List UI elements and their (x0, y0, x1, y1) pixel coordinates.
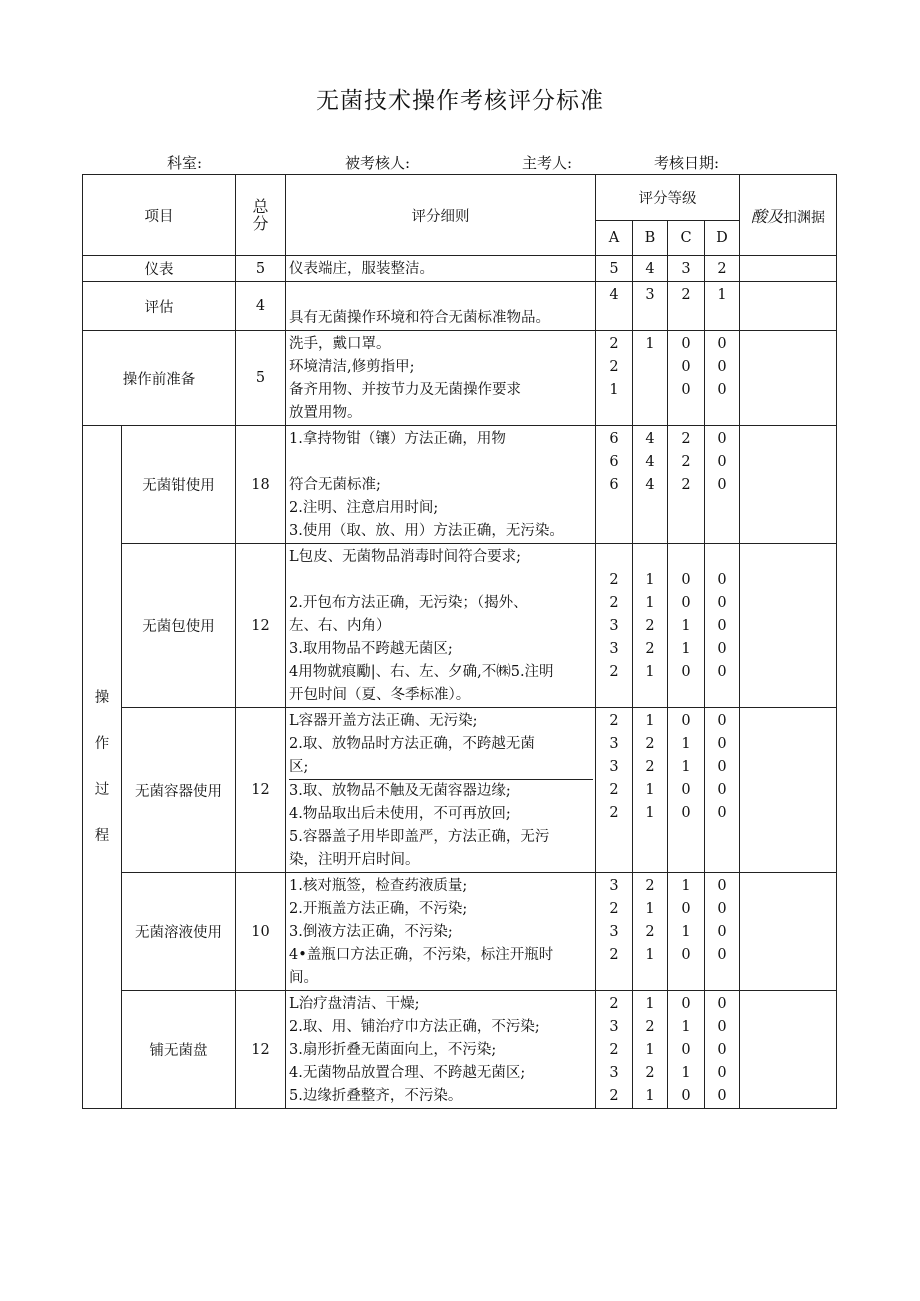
score-value: 0 (681, 901, 691, 917)
detail-line: 染，注明开启时间。 (289, 852, 420, 868)
grade-a-scores (596, 256, 633, 282)
score-value: 0 (717, 901, 727, 917)
score-value: 1 (645, 595, 655, 611)
examinee-label: 被考核人: (345, 154, 411, 172)
detail-line: 放置用物。 (289, 405, 362, 421)
score-value: 0 (717, 878, 727, 894)
score-value: 0 (681, 572, 691, 588)
item-details (286, 426, 596, 544)
detail-line: 2.开瓶盖方法正确，不污染; (289, 901, 468, 917)
score-value: 0 (681, 1042, 691, 1058)
grade-b-scores (633, 331, 668, 426)
detail-line: 仪表端庄，服装整洁。 (289, 261, 434, 277)
score-value (633, 546, 667, 569)
score-value: 2 (645, 736, 655, 752)
score-value: 0 (717, 736, 727, 752)
grade-a-scores (596, 544, 633, 708)
score-value: 0 (717, 664, 727, 680)
grade-b-scores (633, 544, 668, 708)
score-value: 0 (681, 664, 691, 680)
item-total: 12 (236, 991, 286, 1109)
grade-d-scores (705, 873, 740, 991)
score-value: 3 (609, 641, 619, 657)
deduction-cell (740, 426, 837, 544)
score-value: 0 (717, 618, 727, 634)
header-grade: 评分等级 (596, 175, 740, 221)
detail-line: 4.无菌物品放置合理、不跨越无菌区; (289, 1065, 526, 1081)
grade-b-scores (633, 256, 668, 282)
header-total: 总 分 (236, 175, 286, 256)
item-total: 5 (236, 256, 286, 282)
detail-line: L容器开盖方法正确、无污染; (289, 713, 478, 729)
score-value: 3 (681, 261, 691, 277)
score-value: 1 (645, 996, 655, 1012)
score-value: 0 (717, 947, 727, 963)
table-row (83, 873, 837, 991)
detail-line: 2.开包布方法正确，无污染；（揭外、 (289, 595, 528, 611)
detail-line: 符合无菌标准; (289, 477, 381, 493)
score-value: 1 (645, 805, 655, 821)
score-value: 0 (717, 572, 727, 588)
detail-line: 左、右、内角） (289, 618, 391, 634)
score-value: 0 (717, 782, 727, 798)
score-value: 4 (609, 287, 619, 303)
score-value: 2 (645, 641, 655, 657)
grade-c-scores (668, 708, 705, 873)
table-row (83, 708, 837, 873)
score-value: 2 (681, 287, 691, 303)
score-value: 6 (609, 454, 619, 470)
item-details (286, 544, 596, 708)
detail-line: 开包时间（夏、冬季标准）。 (289, 687, 471, 703)
score-value: 0 (717, 759, 727, 775)
score-value: 0 (717, 996, 727, 1012)
score-value: 0 (717, 431, 727, 447)
grade-b-scores (633, 426, 668, 544)
detail-line: 3.倒液方法正确，不污染; (289, 924, 453, 940)
item-name: 评估 (83, 282, 236, 331)
score-value (596, 546, 632, 569)
score-value: 0 (717, 1042, 727, 1058)
score-value: 2 (645, 618, 655, 634)
detail-line: 5.容器盖子用毕即盖严，方法正确，无污 (289, 829, 550, 845)
score-value: 0 (717, 1065, 727, 1081)
score-value: 0 (717, 454, 727, 470)
grade-b-scores (633, 708, 668, 873)
header-grade-a: A (596, 221, 633, 256)
examiner-label: 主考人: (522, 154, 573, 172)
scoring-table (82, 174, 837, 1109)
score-value: 2 (681, 454, 691, 470)
score-value: 2 (645, 759, 655, 775)
score-value: 0 (681, 595, 691, 611)
department-label: 科室: (167, 154, 203, 172)
score-value: 0 (717, 382, 727, 398)
score-value: 2 (609, 947, 619, 963)
score-value: 0 (681, 805, 691, 821)
score-value: 0 (681, 1088, 691, 1104)
grade-a-scores (596, 426, 633, 544)
score-value: 1 (645, 664, 655, 680)
item-name: 铺无菌盘 (122, 991, 236, 1109)
grade-c-scores (668, 256, 705, 282)
table-row (83, 991, 837, 1109)
score-value: 2 (681, 431, 691, 447)
item-details (286, 256, 596, 282)
detail-line: L治疗盘清洁、干燥; (289, 996, 420, 1012)
score-value: 2 (681, 477, 691, 493)
header-grade-d: D (705, 221, 740, 256)
detail-line: 具有无菌操作环境和符合无菌标准物品。 (289, 310, 550, 326)
grade-d-scores (705, 256, 740, 282)
deduction-cell (740, 331, 837, 426)
detail-line: L包皮、无菌物品消毒时间符合要求; (289, 549, 522, 565)
detail-line: 3.取、放物品不触及无菌容器边缘; (289, 783, 511, 799)
score-value: 0 (717, 641, 727, 657)
score-value: 2 (645, 878, 655, 894)
item-details (286, 282, 596, 331)
score-value: 2 (609, 782, 619, 798)
item-total: 4 (236, 282, 286, 331)
item-name: 无菌包使用 (122, 544, 236, 708)
score-value: 3 (609, 618, 619, 634)
deduction-cell (740, 991, 837, 1109)
score-value: 4 (645, 261, 655, 277)
item-total: 12 (236, 708, 286, 873)
item-name: 仪表 (83, 256, 236, 282)
item-name: 操作前准备 (83, 331, 236, 426)
score-value: 4 (645, 431, 655, 447)
score-value: 5 (609, 261, 619, 277)
score-value: 1 (681, 759, 691, 775)
score-value: 2 (609, 1042, 619, 1058)
grade-d-scores (705, 991, 740, 1109)
grade-d-scores (705, 282, 740, 331)
score-value: 1 (645, 782, 655, 798)
score-value: 4 (645, 477, 655, 493)
score-value: 3 (609, 736, 619, 752)
score-value: 1 (645, 947, 655, 963)
detail-line: 2.取、放物品时方法正确，不跨越无菌 (289, 736, 535, 752)
score-value: 1 (681, 878, 691, 894)
score-value: 0 (717, 595, 727, 611)
score-value: 2 (645, 924, 655, 940)
deduction-cell (740, 544, 837, 708)
grade-d-scores (705, 708, 740, 873)
item-name: 无菌钳使用 (122, 426, 236, 544)
grade-c-scores (668, 873, 705, 991)
score-value: 0 (717, 805, 727, 821)
score-value: 0 (717, 1019, 727, 1035)
header-grade-c: C (668, 221, 705, 256)
grade-b-scores (633, 873, 668, 991)
detail-line: 3.使用（取、放、用）方法正确，无污染。 (289, 523, 564, 539)
score-value: 1 (681, 1065, 691, 1081)
score-value: 0 (717, 924, 727, 940)
grade-a-scores (596, 708, 633, 873)
deduction-cell (740, 282, 837, 331)
grade-d-scores (705, 426, 740, 544)
score-value: 0 (681, 336, 691, 352)
score-value: 3 (645, 287, 655, 303)
score-value: 6 (609, 431, 619, 447)
grade-b-scores (633, 991, 668, 1109)
detail-line: 3.扇形折叠无菌面向上，不污染; (289, 1042, 497, 1058)
detail-line (289, 284, 593, 307)
exam-date-label: 考核日期: (654, 154, 720, 172)
table-row (83, 544, 837, 708)
score-value: 2 (609, 664, 619, 680)
deduction-cell (740, 708, 837, 873)
grade-c-scores (668, 426, 705, 544)
score-value: 0 (717, 1088, 727, 1104)
score-value: 1 (681, 618, 691, 634)
score-value: 2 (609, 336, 619, 352)
score-value: 4 (645, 454, 655, 470)
deduction-cell (740, 256, 837, 282)
score-value: 2 (645, 1065, 655, 1081)
score-value: 0 (681, 382, 691, 398)
grade-d-scores (705, 544, 740, 708)
header-item: 项目 (83, 175, 236, 256)
score-value: 1 (717, 287, 727, 303)
score-value: 2 (717, 261, 727, 277)
detail-line: 1.核对瓶签，检查药液质量; (289, 878, 468, 894)
score-value: 3 (609, 1019, 619, 1035)
detail-line: 4用物就痕勵|、右、左、夕确,不㈱5.注明 (289, 664, 554, 680)
item-name: 无菌溶液使用 (122, 873, 236, 991)
item-total: 5 (236, 331, 286, 426)
score-value: 3 (609, 1065, 619, 1081)
score-value: 1 (645, 336, 655, 352)
detail-line: 4.物品取出后未使用，不可再放回; (289, 806, 511, 822)
score-value: 2 (609, 996, 619, 1012)
score-value: 1 (645, 1042, 655, 1058)
detail-line: 区; (289, 756, 593, 780)
score-value: 0 (681, 996, 691, 1012)
score-value: 1 (681, 924, 691, 940)
detail-line: 洗手，戴口罩。 (289, 336, 391, 352)
deduction-cell (740, 873, 837, 991)
item-details (286, 708, 596, 873)
detail-line: 环境清洁,修剪指甲; (289, 359, 415, 375)
score-value: 1 (681, 641, 691, 657)
grade-c-scores (668, 282, 705, 331)
detail-line: 1.拿持物钳（镶）方法正确，用物 (289, 431, 506, 447)
score-value: 2 (609, 901, 619, 917)
score-value: 2 (609, 713, 619, 729)
item-details (286, 331, 596, 426)
score-value: 2 (609, 805, 619, 821)
grade-c-scores (668, 991, 705, 1109)
score-value: 2 (609, 1088, 619, 1104)
grade-c-scores (668, 544, 705, 708)
item-name: 无菌容器使用 (122, 708, 236, 873)
item-total: 10 (236, 873, 286, 991)
score-value: 2 (609, 572, 619, 588)
detail-line: 4•盖瓶口方法正确，不污染，标注开瓶时 (289, 947, 554, 963)
score-value: 3 (609, 878, 619, 894)
score-value: 2 (609, 595, 619, 611)
grade-a-scores (596, 873, 633, 991)
item-details (286, 873, 596, 991)
score-value: 0 (717, 336, 727, 352)
page-title: 无菌技术操作考核评分标准 (316, 88, 604, 114)
grade-a-scores (596, 331, 633, 426)
score-value: 6 (609, 477, 619, 493)
header-details: 评分细则 (286, 175, 596, 256)
item-total: 18 (236, 426, 286, 544)
score-value (633, 379, 667, 402)
header-deduction: 酸及扣渊据 (740, 175, 837, 256)
item-total: 12 (236, 544, 286, 708)
score-value (705, 546, 739, 569)
score-value: 1 (681, 1019, 691, 1035)
detail-line (289, 451, 593, 474)
group-label-operation-process: 操 作 过 程 (83, 426, 122, 1109)
grade-a-scores (596, 282, 633, 331)
score-value: 3 (609, 759, 619, 775)
score-value: 0 (681, 359, 691, 375)
item-details (286, 991, 596, 1109)
score-value: 0 (681, 947, 691, 963)
grade-a-scores (596, 991, 633, 1109)
detail-line: 备齐用物、并按节力及无菌操作要求 (289, 382, 521, 398)
table-row (83, 256, 837, 282)
detail-line: 5.边缘折叠整齐，不污染。 (289, 1088, 463, 1104)
score-value: 1 (645, 572, 655, 588)
table-row (83, 282, 837, 331)
score-value: 0 (717, 713, 727, 729)
score-value: 1 (645, 1088, 655, 1104)
score-value (633, 356, 667, 379)
score-value: 3 (609, 924, 619, 940)
detail-line: 间。 (289, 970, 318, 986)
detail-line: 2.取、用、铺治疗巾方法正确，不污染; (289, 1019, 540, 1035)
score-value (668, 546, 704, 569)
score-value: 0 (717, 359, 727, 375)
score-value: 0 (681, 713, 691, 729)
score-value: 2 (645, 1019, 655, 1035)
detail-line: 2.注明、注意启用时间; (289, 500, 439, 516)
score-value: 0 (717, 477, 727, 493)
score-value: 2 (609, 359, 619, 375)
score-value: 1 (609, 382, 619, 398)
score-value: 1 (645, 713, 655, 729)
grade-c-scores (668, 331, 705, 426)
detail-line (289, 569, 593, 592)
table-row (83, 426, 837, 544)
grade-b-scores (633, 282, 668, 331)
header-grade-b: B (633, 221, 668, 256)
detail-line: 3.取用物品不跨越无菌区; (289, 641, 453, 657)
score-value: 0 (681, 782, 691, 798)
grade-d-scores (705, 331, 740, 426)
table-row (83, 331, 837, 426)
score-value: 1 (681, 736, 691, 752)
score-value: 1 (645, 901, 655, 917)
